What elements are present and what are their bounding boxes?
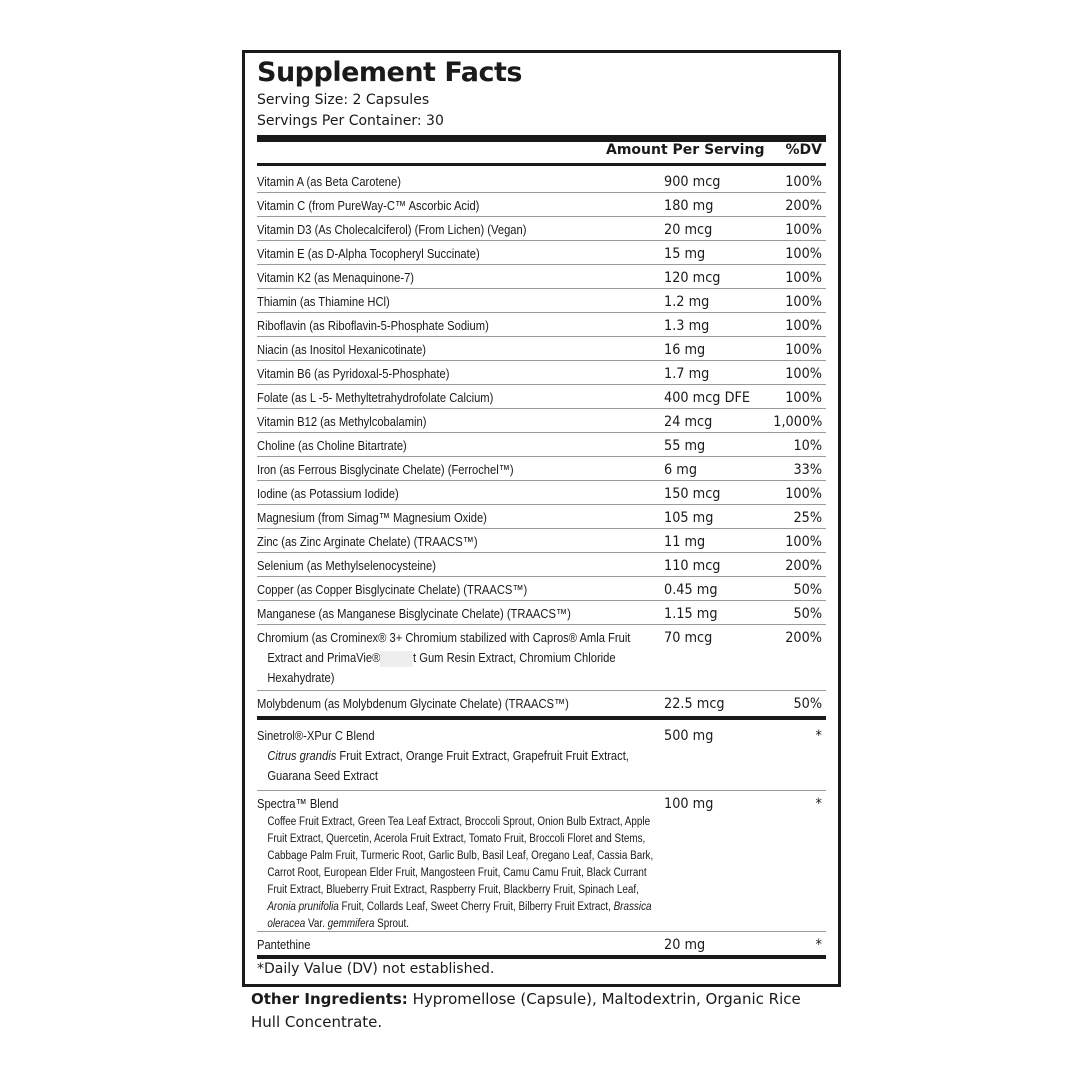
nutrient-amount: 11 mg: [664, 534, 706, 550]
table-row: [257, 168, 826, 193]
table-row-sinetrol: [257, 722, 826, 791]
nutrient-name: Manganese (as Manganese Bisglycinate Chelate) (TRAACS™): [257, 606, 571, 621]
servings-per-container: Servings Per Container: 30: [257, 113, 444, 129]
nutrient-amount: 20 mcg: [664, 222, 713, 238]
blend-amount: 100 mg: [664, 796, 714, 812]
nutrient-amount: 120 mcg: [664, 270, 721, 286]
nutrient-amount: 16 mg: [664, 342, 706, 358]
table-row: [257, 432, 826, 457]
amount-header: Amount Per Serving: [606, 142, 765, 158]
table-row: [257, 600, 826, 625]
table-row: [257, 384, 826, 409]
nutrient-dv: 100%: [785, 534, 822, 550]
nutrient-amount: 24 mcg: [664, 414, 713, 430]
table-row: [257, 480, 826, 505]
nutrient-dv: 100%: [785, 222, 822, 238]
blend-dv: *: [815, 796, 822, 812]
table-row-spectra: [257, 790, 826, 932]
dv-header: %DV: [785, 142, 822, 158]
nutrient-dv: 100%: [785, 246, 822, 262]
table-row: [257, 552, 826, 577]
other-ingredients-text: Hypromellose (Capsule), Maltodextrin, Organic Rice Hull Concentrate.: [251, 990, 801, 1031]
other-ingredients-label: Other Ingredients:: [251, 990, 408, 1008]
nutrient-amount: 15 mg: [664, 246, 706, 262]
blend-amount: 500 mg: [664, 728, 714, 744]
nutrient-amount: 1.3 mg: [664, 318, 710, 334]
thick-divider: [257, 135, 826, 142]
nutrient-amount: 1.15 mg: [664, 606, 718, 622]
nutrient-name: Selenium (as Methylselenocysteine): [257, 558, 436, 573]
nutrient-name: Iodine (as Potassium Iodide): [257, 486, 399, 501]
nutrient-name: Niacin (as Inositol Hexanicotinate): [257, 342, 427, 357]
nutrient-amount: 105 mg: [664, 510, 714, 526]
nutrient-name: Vitamin B6 (as Pyridoxal-5-Phosphate): [257, 366, 450, 381]
nutrient-dv: 200%: [785, 198, 822, 214]
nutrient-dv: 100%: [785, 174, 822, 190]
nutrient-name: Vitamin B12 (as Methylcobalamin): [257, 414, 427, 429]
nutrient-amount: 900 mcg: [664, 174, 721, 190]
nutrient-amount: 20 mg: [664, 937, 706, 953]
blend-name: Spectra™ Blend Coffee Fruit Extract, Green Tea Leaf Extract, Broccoli Sprout, Onion Bulb Extract, Apple Fruit Extract, Quercetin, Acerola Fruit Extract, Tomato Fruit, Broccoli Floret and Stems, Cabbage Palm Fruit, Turmeric Root, Garlic Bulb, Basil Leaf, Oregano Leaf, Cassia Bark, Carrot Root, European Elder Fruit, Mangosteen Fruit, Camu Camu Fruit, Black Currant Fruit Extract, Blueberry Fruit Extract, Raspberry Fruit, Blackberry Fruit, Spinach Leaf, Aronia prunifolia Fruit, Collards Leaf, Sweet Cherry Fruit, Bilberry Fruit Extract, Brassica oleracea Var. gemmifera Sprout.: [257, 796, 654, 930]
nutrient-amount: 110 mcg: [664, 558, 721, 574]
nutrient-dv: 100%: [785, 366, 822, 382]
nutrient-name: Vitamin A (as Beta Carotene): [257, 174, 401, 189]
other-ingredients: [251, 988, 811, 1034]
nutrient-name: Chromium (as Crominex® 3+ Chromium stabilized with Capros® Amla Fruit Extract and PrimaVie® t Gum Resin Extract, Chromium Chloride Hexahydrate): [257, 630, 631, 685]
table-row: [257, 504, 826, 529]
header-divider: [257, 163, 826, 166]
supplement-facts-panel: [242, 50, 841, 987]
table-row: [257, 312, 826, 337]
nutrient-dv: *: [815, 937, 822, 953]
table-row: [257, 528, 826, 553]
blend-name: Sinetrol®-XPur C Blend Citrus grandis Fruit Extract, Orange Fruit Extract, Grapefruit Fruit Extract, Guarana Seed Extract: [257, 728, 629, 783]
nutrient-dv: 100%: [785, 294, 822, 310]
nutrient-name: Pantethine: [257, 937, 311, 952]
nutrient-name: Vitamin K2 (as Menaquinone-7): [257, 270, 415, 285]
nutrient-name: Thiamin (as Thiamine HCl): [257, 294, 390, 309]
nutrient-dv: 200%: [785, 630, 822, 646]
nutrient-name: Iron (as Ferrous Bisglycinate Chelate) (Ferrochel™): [257, 462, 514, 477]
nutrient-name: Vitamin D3 (As Cholecalciferol) (From Lichen) (Vegan): [257, 222, 527, 237]
nutrient-dv: 100%: [785, 390, 822, 406]
panel-title: Supplement Facts: [257, 57, 522, 88]
nutrient-dv: 100%: [785, 342, 822, 358]
table-row-molybdenum: [257, 690, 826, 714]
redacted-area: [380, 651, 413, 667]
nutrient-amount: 180 mg: [664, 198, 714, 214]
nutrient-name: Zinc (as Zinc Arginate Chelate) (TRAACS™): [257, 534, 478, 549]
nutrient-dv: 25%: [793, 510, 822, 526]
nutrient-dv: 100%: [785, 318, 822, 334]
nutrient-amount: 6 mg: [664, 462, 698, 478]
serving-size: Serving Size: 2 Capsules: [257, 92, 430, 108]
nutrient-amount: 150 mcg: [664, 486, 721, 502]
footnote-divider: [257, 955, 826, 959]
nutrient-amount: 1.2 mg: [664, 294, 710, 310]
table-row: [257, 576, 826, 601]
nutrient-name: Molybdenum (as Molybdenum Glycinate Chelate) (TRAACS™): [257, 696, 569, 711]
blend-divider: [257, 716, 826, 720]
blend-dv: *: [815, 728, 822, 744]
nutrient-dv: 200%: [785, 558, 822, 574]
nutrient-name: Copper (as Copper Bisglycinate Chelate) (TRAACS™): [257, 582, 528, 597]
table-row: [257, 240, 826, 265]
table-row-pantethine: [257, 931, 826, 955]
nutrient-dv: 1,000%: [772, 414, 822, 430]
nutrient-amount: 0.45 mg: [664, 582, 718, 598]
nutrient-dv: 100%: [785, 486, 822, 502]
nutrient-dv: 10%: [793, 438, 822, 454]
nutrient-name: Riboflavin (as Riboflavin-5-Phosphate Sodium): [257, 318, 489, 333]
table-row: [257, 264, 826, 289]
nutrient-dv: 33%: [793, 462, 822, 478]
nutrient-amount: 400 mcg DFE: [664, 390, 751, 406]
footnote: *Daily Value (DV) not established.: [257, 961, 495, 977]
table-row: [257, 192, 826, 217]
nutrient-amount: 1.7 mg: [664, 366, 710, 382]
nutrient-name: Vitamin E (as D-Alpha Tocopheryl Succinate): [257, 246, 480, 261]
table-row: [257, 216, 826, 241]
nutrient-amount: 70 mcg: [664, 630, 713, 646]
nutrient-name: Magnesium (from Simag™ Magnesium Oxide): [257, 510, 487, 525]
table-row: [257, 288, 826, 313]
table-row: [257, 408, 826, 433]
nutrient-amount: 22.5 mcg: [664, 696, 725, 712]
nutrient-dv: 50%: [793, 606, 822, 622]
table-row: [257, 360, 826, 385]
nutrient-name: Folate (as L -5- Methyltetrahydrofolate Calcium): [257, 390, 494, 405]
nutrient-dv: 50%: [793, 696, 822, 712]
table-row: [257, 336, 826, 361]
nutrient-amount: 55 mg: [664, 438, 706, 454]
nutrient-name: Vitamin C (from PureWay-C™ Ascorbic Acid): [257, 198, 480, 213]
table-row: [257, 456, 826, 481]
table-row-chromium: [257, 624, 826, 691]
nutrient-dv: 100%: [785, 270, 822, 286]
nutrient-name: Choline (as Choline Bitartrate): [257, 438, 407, 453]
nutrient-dv: 50%: [793, 582, 822, 598]
